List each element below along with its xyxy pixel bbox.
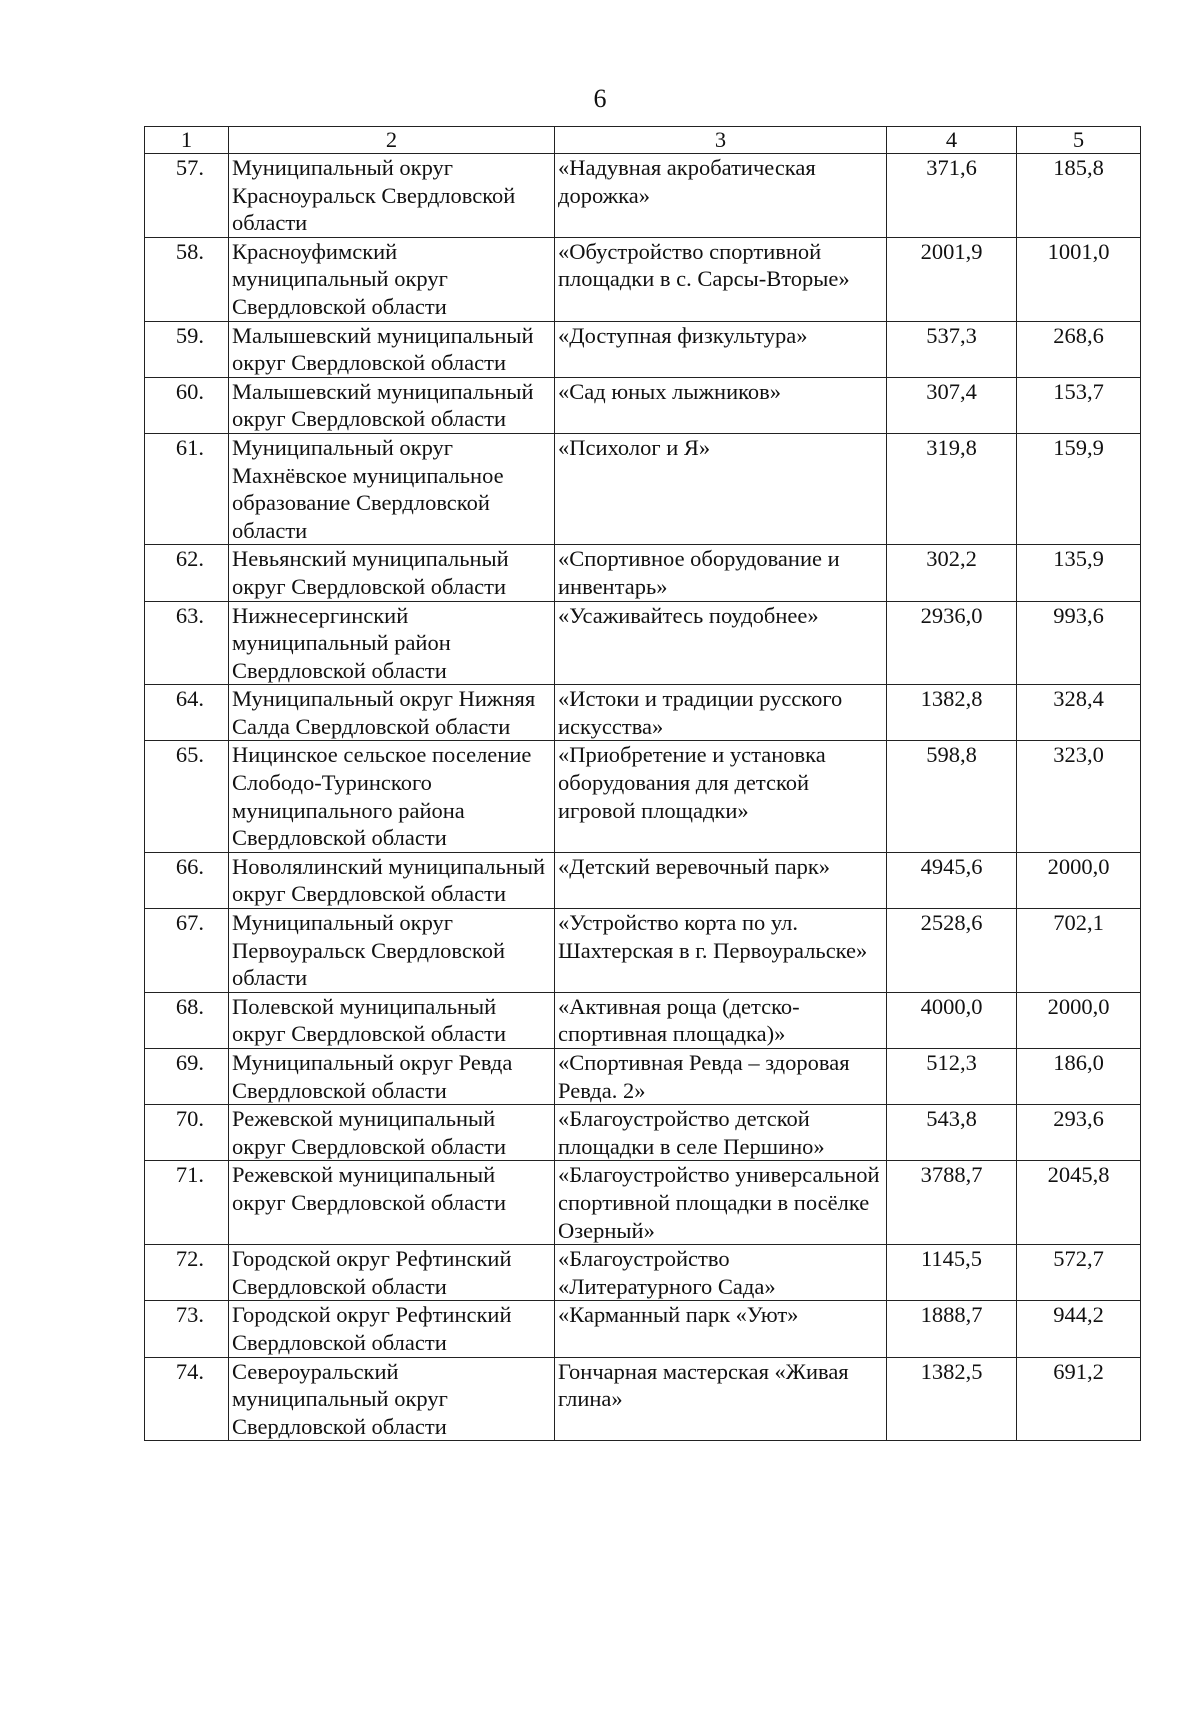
grants-table — [144, 126, 1141, 1441]
municipality-name: Муниципальный округ Махнёвское муниципальное образование Свердловской области — [229, 433, 555, 544]
header-cell-2: 2 — [229, 127, 555, 154]
municipality-name: Новолялинский муниципальный округ Свердловской области — [229, 852, 555, 908]
value-col5: 185,8 — [1017, 154, 1141, 238]
header-cell-3: 3 — [555, 127, 887, 154]
value-col4: 2936,0 — [887, 601, 1017, 685]
value-col5: 153,7 — [1017, 377, 1141, 433]
project-name: «Благоустройство детской площадки в селе Першино» — [555, 1105, 887, 1161]
row-number: 72. — [145, 1245, 229, 1301]
page-number: 6 — [593, 84, 607, 113]
table-row — [145, 1301, 1141, 1357]
table-row — [145, 237, 1141, 321]
table-row — [145, 685, 1141, 741]
row-number: 73. — [145, 1301, 229, 1357]
municipality-name: Муниципальный округ Первоуральск Свердловской области — [229, 909, 555, 993]
row-number: 68. — [145, 992, 229, 1048]
project-name: «Детский веревочный парк» — [555, 852, 887, 908]
value-col5: 268,6 — [1017, 321, 1141, 377]
value-col5: 2045,8 — [1017, 1161, 1141, 1245]
row-number: 69. — [145, 1049, 229, 1105]
value-col4: 598,8 — [887, 741, 1017, 852]
row-number: 70. — [145, 1105, 229, 1161]
municipality-name: Городской округ Рефтинский Свердловской области — [229, 1245, 555, 1301]
value-col4: 371,6 — [887, 154, 1017, 238]
table-row — [145, 909, 1141, 993]
value-col4: 1382,8 — [887, 685, 1017, 741]
municipality-name: Красноуфимский муниципальный округ Свердловской области — [229, 237, 555, 321]
header-cell-1: 1 — [145, 127, 229, 154]
row-number: 57. — [145, 154, 229, 238]
value-col4: 1382,5 — [887, 1357, 1017, 1441]
value-col4: 302,2 — [887, 545, 1017, 601]
project-name: «Доступная физкультура» — [555, 321, 887, 377]
municipality-name: Полевской муниципальный округ Свердловской области — [229, 992, 555, 1048]
table-row — [145, 154, 1141, 238]
project-name: «Усаживайтесь поудобнее» — [555, 601, 887, 685]
row-number: 59. — [145, 321, 229, 377]
value-col5: 135,9 — [1017, 545, 1141, 601]
table-row — [145, 1161, 1141, 1245]
project-name: «Сад юных лыжников» — [555, 377, 887, 433]
value-col5: 2000,0 — [1017, 992, 1141, 1048]
value-col5: 293,6 — [1017, 1105, 1141, 1161]
municipality-name: Муниципальный округ Нижняя Салда Свердловской области — [229, 685, 555, 741]
row-number: 74. — [145, 1357, 229, 1441]
table-row — [145, 852, 1141, 908]
project-name: «Карманный парк «Уют» — [555, 1301, 887, 1357]
row-number: 63. — [145, 601, 229, 685]
municipality-name: Режевской муниципальный округ Свердловской области — [229, 1105, 555, 1161]
table-row — [145, 433, 1141, 544]
value-col5: 572,7 — [1017, 1245, 1141, 1301]
table-row — [145, 741, 1141, 852]
project-name: «Активная роща (детско-спортивная площадка)» — [555, 992, 887, 1048]
header-row — [145, 127, 1141, 154]
row-number: 65. — [145, 741, 229, 852]
value-col4: 1888,7 — [887, 1301, 1017, 1357]
row-number: 67. — [145, 909, 229, 993]
table-row — [145, 545, 1141, 601]
value-col5: 186,0 — [1017, 1049, 1141, 1105]
header-cell-4: 4 — [887, 127, 1017, 154]
municipality-name: Малышевский муниципальный округ Свердловской области — [229, 377, 555, 433]
municipality-name: Ницинское сельское поселение Слободо-Туринского муниципального района Свердловской области — [229, 741, 555, 852]
table-row — [145, 321, 1141, 377]
municipality-name: Малышевский муниципальный округ Свердловской области — [229, 321, 555, 377]
value-col5: 691,2 — [1017, 1357, 1141, 1441]
municipality-name: Муниципальный округ Ревда Свердловской области — [229, 1049, 555, 1105]
project-name: «Устройство корта по ул. Шахтерская в г. Первоуральске» — [555, 909, 887, 993]
value-col5: 2000,0 — [1017, 852, 1141, 908]
table-row — [145, 1357, 1141, 1441]
project-name: «Истоки и традиции русского искусства» — [555, 685, 887, 741]
value-col4: 3788,7 — [887, 1161, 1017, 1245]
municipality-name: Городской округ Рефтинский Свердловской области — [229, 1301, 555, 1357]
value-col4: 2001,9 — [887, 237, 1017, 321]
municipality-name: Североуральский муниципальный округ Свердловской области — [229, 1357, 555, 1441]
value-col5: 328,4 — [1017, 685, 1141, 741]
project-name: «Психолог и Я» — [555, 433, 887, 544]
value-col5: 159,9 — [1017, 433, 1141, 544]
table-row — [145, 601, 1141, 685]
value-col4: 4945,6 — [887, 852, 1017, 908]
row-number: 62. — [145, 545, 229, 601]
project-name: «Благоустройство универсальной спортивной площадки в посёлке Озерный» — [555, 1161, 887, 1245]
municipality-name: Невьянский муниципальный округ Свердловской области — [229, 545, 555, 601]
municipality-name: Режевской муниципальный округ Свердловской области — [229, 1161, 555, 1245]
row-number: 58. — [145, 237, 229, 321]
value-col4: 307,4 — [887, 377, 1017, 433]
project-name: «Надувная акробатическая дорожка» — [555, 154, 887, 238]
table-row — [145, 1049, 1141, 1105]
value-col4: 537,3 — [887, 321, 1017, 377]
project-name: «Обустройство спортивной площадки в с. Сарсы-Вторые» — [555, 237, 887, 321]
value-col5: 944,2 — [1017, 1301, 1141, 1357]
municipality-name: Муниципальный округ Красноуральск Свердловской области — [229, 154, 555, 238]
row-number: 71. — [145, 1161, 229, 1245]
value-col4: 2528,6 — [887, 909, 1017, 993]
row-number: 61. — [145, 433, 229, 544]
value-col4: 512,3 — [887, 1049, 1017, 1105]
project-name: «Приобретение и установка оборудования для детской игровой площадки» — [555, 741, 887, 852]
value-col5: 993,6 — [1017, 601, 1141, 685]
project-name: «Спортивное оборудование и инвентарь» — [555, 545, 887, 601]
project-name: Гончарная мастерская «Живая глина» — [555, 1357, 887, 1441]
municipality-name: Нижнесергинский муниципальный район Свердловской области — [229, 601, 555, 685]
project-name: «Благоустройство «Литературного Сада» — [555, 1245, 887, 1301]
table-row — [145, 377, 1141, 433]
value-col5: 702,1 — [1017, 909, 1141, 993]
header-cell-5: 5 — [1017, 127, 1141, 154]
value-col4: 543,8 — [887, 1105, 1017, 1161]
value-col4: 4000,0 — [887, 992, 1017, 1048]
row-number: 64. — [145, 685, 229, 741]
project-name: «Спортивная Ревда – здоровая Ревда. 2» — [555, 1049, 887, 1105]
value-col5: 1001,0 — [1017, 237, 1141, 321]
row-number: 66. — [145, 852, 229, 908]
value-col4: 319,8 — [887, 433, 1017, 544]
value-col5: 323,0 — [1017, 741, 1141, 852]
table-row — [145, 1245, 1141, 1301]
row-number: 60. — [145, 377, 229, 433]
table-row — [145, 992, 1141, 1048]
table-row — [145, 1105, 1141, 1161]
value-col4: 1145,5 — [887, 1245, 1017, 1301]
